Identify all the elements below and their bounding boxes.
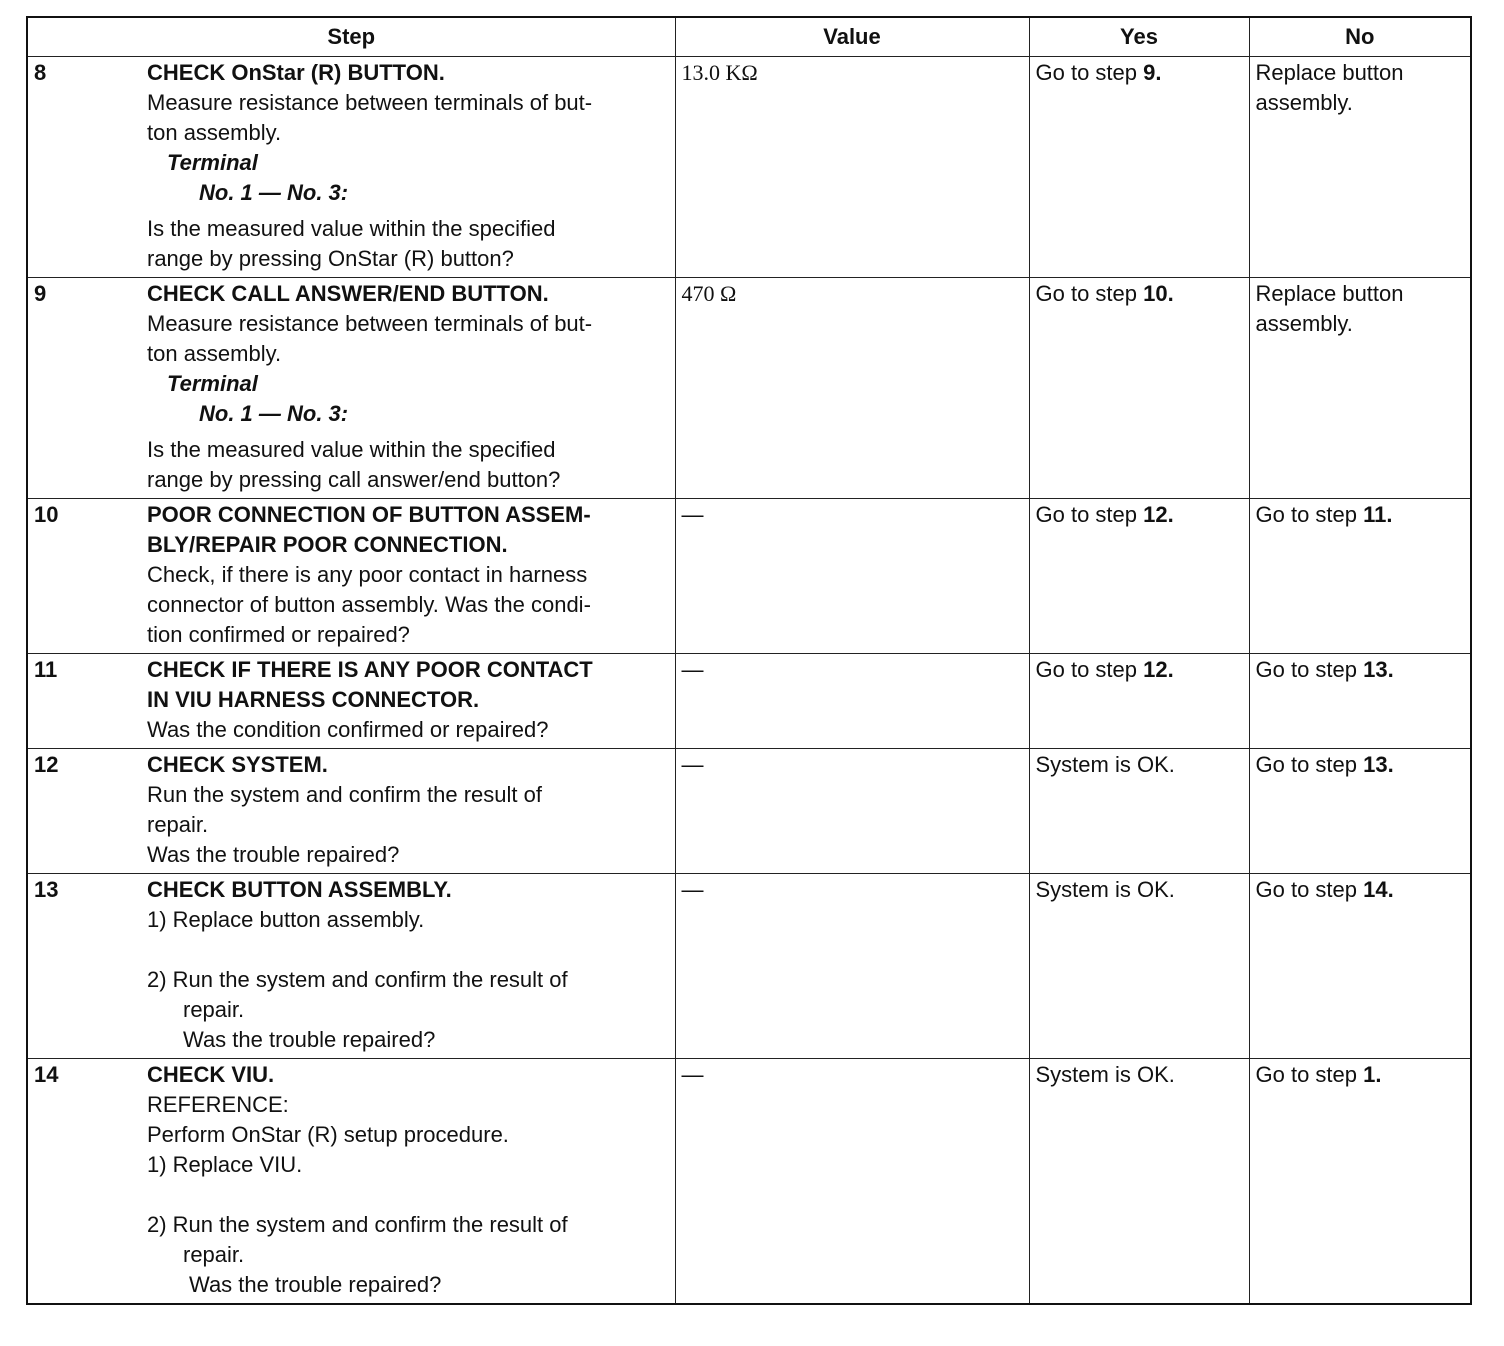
step-title: CHECK CALL ANSWER/END BUTTON. [147,281,549,306]
no-action: Replace button assembly. [1249,57,1471,278]
step-title: CHECK SYSTEM. [147,752,328,777]
table-row [27,499,1471,654]
yes-action: System is OK. [1029,749,1249,874]
step-description [145,654,675,749]
step-number: 11 [27,654,145,749]
step-value: — [675,1059,1029,1305]
step-title: CHECK VIU. [147,1062,275,1087]
yes-action: Go to step 9. [1029,57,1249,278]
header-value: Value [675,17,1029,57]
step-number: 9 [27,278,145,499]
step-text: Measure resistance between terminals of but- [147,311,593,336]
step-value: 13.0 KΩ [675,57,1029,278]
yes-action: System is OK. [1029,874,1249,1059]
step-description [145,57,675,278]
step-question: Was the trouble repaired? [189,1272,442,1297]
step-text: Was the trouble repaired? [147,842,400,867]
step-item-cont: repair. [183,997,245,1022]
step-title: POOR CONNECTION OF BUTTON ASSEM- [147,502,591,527]
step-value: — [675,749,1029,874]
step-question: range by pressing call answer/end button? [147,467,561,492]
step-text: Measure resistance between terminals of but- [147,90,593,115]
header-step: Step [27,17,675,57]
step-title: CHECK BUTTON ASSEMBLY. [147,877,452,902]
step-title: IN VIU HARNESS CONNECTOR. [147,687,480,712]
step-text: Run the system and confirm the result of [147,782,542,807]
step-number: 12 [27,749,145,874]
step-question: range by pressing OnStar (R) button? [147,246,514,271]
step-text: tion confirmed or repaired? [147,622,410,647]
step-description [145,749,675,874]
header-no: No [1249,17,1471,57]
header-yes: Yes [1029,17,1249,57]
step-item: 1) Replace VIU. [147,1152,303,1177]
step-value: — [675,874,1029,1059]
step-text: ton assembly. [147,341,282,366]
step-item: 2) Run the system and confirm the result of [147,1212,568,1237]
step-number: 13 [27,874,145,1059]
step-number: 10 [27,499,145,654]
step-title: BLY/REPAIR POOR CONNECTION. [147,532,508,557]
step-value: 470 Ω [675,278,1029,499]
table-row [27,749,1471,874]
terminal-pins: No. 1 — No. 3: [199,180,349,205]
no-action: Go to step 14. [1249,874,1471,1059]
terminal-pins: No. 1 — No. 3: [199,401,349,426]
step-description [145,874,675,1059]
reference-text: Perform OnStar (R) setup procedure. [147,1122,509,1147]
step-item: 2) Run the system and confirm the result of [147,967,568,992]
step-question: Is the measured value within the specified [147,437,556,462]
step-text: repair. [147,812,209,837]
troubleshooting-table [26,16,1472,1305]
step-question: Is the measured value within the specified [147,216,556,241]
terminal-label: Terminal [167,150,258,175]
table-row [27,278,1471,499]
terminal-label: Terminal [167,371,258,396]
step-title: CHECK IF THERE IS ANY POOR CONTACT [147,657,593,682]
step-number: 8 [27,57,145,278]
step-number: 14 [27,1059,145,1305]
troubleshooting-table-container [26,16,1470,1312]
step-item: 1) Replace button assembly. [147,907,425,932]
yes-action: Go to step 12. [1029,499,1249,654]
step-description [145,278,675,499]
step-value: — [675,654,1029,749]
step-text: Check, if there is any poor contact in harness [147,562,588,587]
step-text: connector of button assembly. Was the condi- [147,592,591,617]
reference-label: REFERENCE: [147,1092,289,1117]
header-row [27,17,1471,57]
step-item-cont: repair. [183,1242,245,1267]
no-action: Replace button assembly. [1249,278,1471,499]
step-text: ton assembly. [147,120,282,145]
table-row [27,874,1471,1059]
step-question: Was the trouble repaired? [183,1027,436,1052]
table-row [27,654,1471,749]
no-action: Go to step 11. [1249,499,1471,654]
step-description [145,499,675,654]
table-row [27,57,1471,278]
yes-action: Go to step 12. [1029,654,1249,749]
no-action: Go to step 13. [1249,749,1471,874]
no-action: Go to step 13. [1249,654,1471,749]
step-description [145,1059,675,1305]
yes-action: Go to step 10. [1029,278,1249,499]
no-action: Go to step 1. [1249,1059,1471,1305]
step-text: Was the condition confirmed or repaired? [147,717,549,742]
table-row [27,1059,1471,1305]
step-value: — [675,499,1029,654]
yes-action: System is OK. [1029,1059,1249,1305]
step-title: CHECK OnStar (R) BUTTON. [147,60,445,85]
